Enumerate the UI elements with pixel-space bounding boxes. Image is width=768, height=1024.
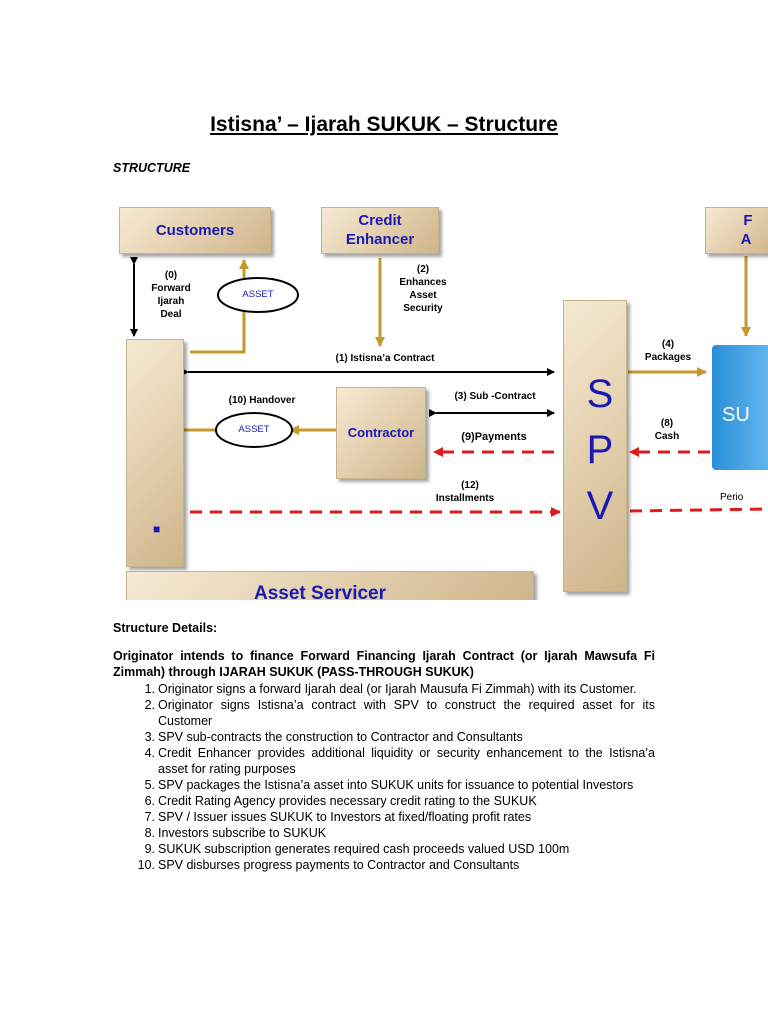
step9-label: (9)Payments bbox=[461, 431, 527, 443]
list-number: 3. bbox=[144, 730, 155, 744]
list-item bbox=[113, 857, 655, 873]
rating-agency-label-1: F bbox=[743, 212, 753, 229]
list-item bbox=[113, 777, 655, 793]
list-text: SUKUK subscription generates required cash proceeds valued USD 100m bbox=[158, 842, 570, 856]
details-intro: Originator intends to finance Forward Financing Ijarah Contract (or Ijarah Mawsufa Fi Zimmah) through IJARAH SUKUK (PASS-THROUGH SUKUK) bbox=[113, 649, 655, 679]
list-item bbox=[113, 745, 655, 777]
step0-line2: Forward bbox=[151, 283, 191, 294]
asset-top-label: ASSET bbox=[242, 289, 274, 300]
list-number: 10. bbox=[137, 858, 155, 872]
step2-line1: (2) bbox=[416, 264, 430, 275]
step4-line1: (4) bbox=[661, 339, 675, 350]
list-item bbox=[113, 793, 655, 809]
spv-letter-p: P bbox=[586, 428, 614, 472]
list-text: SPV / Issuer issues SUKUK to Investors at fixed/floating profit rates bbox=[158, 810, 532, 824]
list-number: 2. bbox=[144, 698, 155, 712]
list-number: 6. bbox=[144, 794, 155, 808]
customers-label: Customers bbox=[155, 222, 235, 239]
structure-diagram bbox=[0, 196, 768, 600]
list-number: 9. bbox=[144, 842, 155, 856]
step2-line3: Asset bbox=[409, 290, 437, 301]
list-text: SPV packages the Istisna’a asset into SUKUK units for issuance to potential Investors bbox=[158, 778, 634, 792]
step10-label: (10) Handover bbox=[228, 395, 296, 406]
asset-servicer-label: Asset Servicer bbox=[253, 583, 387, 600]
list-text: SPV disburses progress payments to Contractor and Consultants bbox=[158, 858, 520, 872]
list-item bbox=[113, 825, 655, 841]
step1-label: (1) Istisna’a Contract bbox=[335, 353, 435, 364]
list-text: Originator signs Istisna’a contract with SPV to construct the required asset for its Customer bbox=[158, 698, 655, 728]
step0-line4: Deal bbox=[160, 309, 182, 320]
list-number: 8. bbox=[144, 826, 155, 840]
sukuk-partial-label: SU bbox=[722, 404, 750, 426]
list-text: Credit Rating Agency provides necessary credit rating to the SUKUK bbox=[158, 794, 537, 808]
credit-enhancer-label-2: Enhancer bbox=[345, 231, 415, 248]
list-item bbox=[113, 697, 655, 729]
spv-letter-v: V bbox=[586, 484, 614, 528]
list-text: Investors subscribe to SUKUK bbox=[158, 826, 327, 840]
list-item bbox=[113, 841, 655, 857]
list-text: Credit Enhancer provides additional liquidity or security enhancement to the Istisna’a asset for rating purposes bbox=[158, 746, 655, 776]
list-text: SPV sub-contracts the construction to Contractor and Consultants bbox=[158, 730, 523, 744]
step12-line2: Installments bbox=[435, 493, 495, 504]
list-number: 4. bbox=[144, 746, 155, 760]
step3-label: (3) Sub -Contract bbox=[454, 391, 536, 402]
step2-line2: Enhances bbox=[399, 277, 447, 288]
list-number: 5. bbox=[144, 778, 155, 792]
list-text: Originator signs a forward Ijarah deal (or Ijarah Mausufa Fi Zimmah) with its Customer. bbox=[158, 682, 637, 696]
spv-letter-s: S bbox=[586, 372, 614, 416]
step8-line1: (8) bbox=[660, 418, 674, 429]
step8-line2: Cash bbox=[654, 431, 680, 442]
step0-line3: Ijarah bbox=[157, 296, 185, 307]
list-item bbox=[113, 809, 655, 825]
list-item bbox=[113, 729, 655, 745]
car-icon: ■ bbox=[153, 522, 161, 536]
structure-label: STRUCTURE bbox=[113, 161, 191, 175]
list-number: 7. bbox=[144, 810, 155, 824]
details-heading: Structure Details: bbox=[113, 621, 218, 635]
periodic-partial-label: Perio bbox=[720, 492, 744, 503]
step0-line1: (0) bbox=[164, 270, 178, 281]
step2-line4: Security bbox=[403, 303, 443, 314]
list-number: 1. bbox=[144, 682, 155, 696]
list-item bbox=[113, 681, 655, 697]
step12-line1: (12) bbox=[461, 480, 479, 491]
credit-enhancer-label-1: Credit bbox=[358, 212, 402, 229]
rating-agency-label-2: A bbox=[740, 231, 752, 248]
contractor-label: Contractor bbox=[347, 425, 415, 440]
page-title: Istisna’ – Ijarah SUKUK – Structure bbox=[210, 113, 558, 136]
asset-bottom-label: ASSET bbox=[238, 424, 270, 435]
step4-line2: Packages bbox=[644, 352, 692, 363]
arrow-periodic bbox=[630, 509, 768, 511]
steps-list bbox=[113, 681, 655, 873]
